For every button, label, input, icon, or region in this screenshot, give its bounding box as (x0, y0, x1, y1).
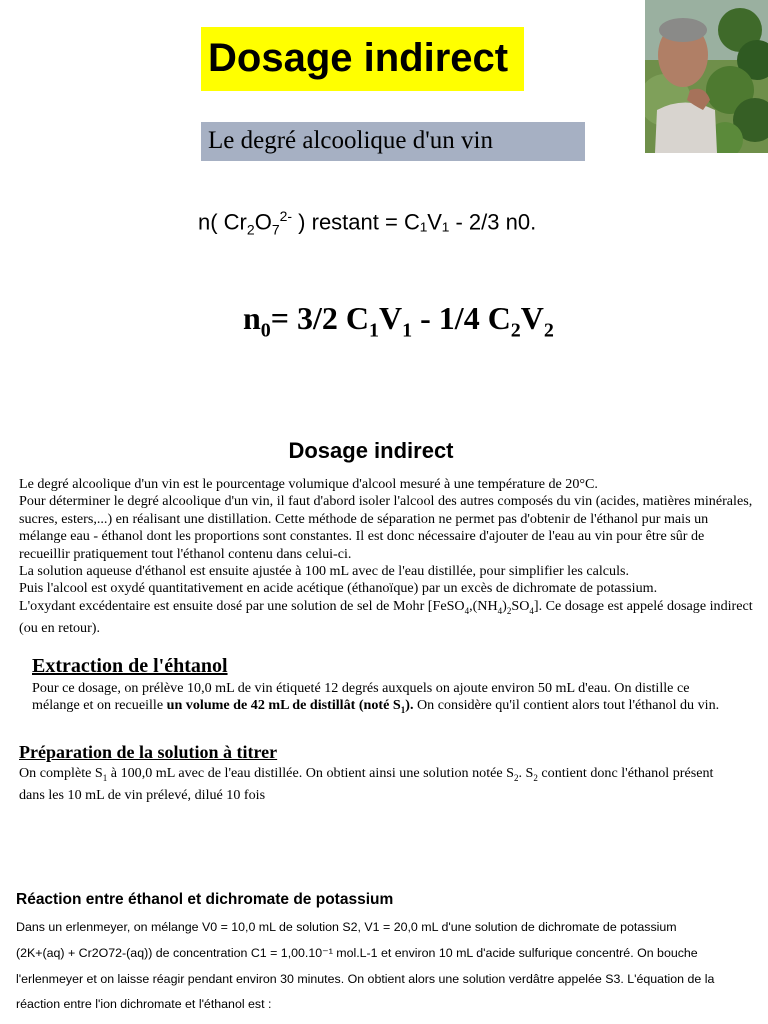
reaction-paragraph (16, 915, 768, 1018)
page-title: Dosage indirect (208, 36, 509, 80)
intro-line: L'oxydant excédentaire est ensuite dosé par une solution de sel de Mohr $[FeSO_4,(NH_4)_2SO_4]$. Ce dosage est appelé dosage indirect (ou en retour). (19, 597, 753, 637)
section-heading: Dosage indirect (288, 438, 454, 463)
intro-line: Puis l'alcool est oxydé quantitativement en acide acétique (éthanoïque) par un excès de dichromate de potassium. (19, 580, 658, 597)
reaction-line: l'erlenmeyer et on laisse réagir pendant environ 30 minutes. On obtient alors une solution verdâtre appelée S3. L'équation de la (16, 971, 715, 986)
intro-line: Pour déterminer le degré alcoolique d'un vin, il faut d'abord isoler l'alcool des autres composés du vin (acides, matières minérales, sucres, esters,...) en réalisant une distillation. Cette méthode de séparation ne permet pas d'obtenir de l'éthanol pur mais un mélange eau - éthanol dont les proportions sont constantes. Il est donc nécessaire d'ajouter de l'eau au vin pour être sûr de recueillir pratiquement tout l'éthanol contenu dans celui-ci. (19, 493, 753, 562)
intro-line: La solution aqueuse d'éthanol est ensuite ajustée à 100 mL avec de l'eau distillée, pour simplifier les calculs. (19, 563, 630, 580)
reaction-heading: Réaction entre éthanol et dichromate de potassium (16, 891, 394, 908)
preparation-heading: Préparation de la solution à titrer (19, 742, 278, 762)
intro-line: Le degré alcoolique d'un vin est le pourcentage volumique d'alcool mesuré à une température de 20°C. (19, 476, 598, 492)
formula-n0: $n_0= 3/2$ $C_1V_1 - 1/4$ $C_2V_2$ (243, 300, 554, 342)
reaction-line: Dans un erlenmeyer, on mélange V0 = 10,0 mL de solution S2, V1 = 20,0 mL d'une solution de dichromate de potassium (16, 920, 677, 934)
reaction-line: (2K+(aq) + Cr2O72-(aq)) de concentration C1 = 1,00.10⁻¹ mol.L-1 et environ 10 mL d'acide sulfurique concentré. On bouche (16, 945, 698, 960)
preparation-paragraph: On complète $S_1$ à 100,0 mL avec de l'eau distillée. On obtient ainsi une solution notée $S_2$. $S_2$ contient donc l'éthanol présent dans les 10 mL de vin prélevé, dilué 10 fois (19, 765, 714, 803)
reaction-line: réaction entre l'ion dichromate et l'éthanol est : (16, 997, 272, 1012)
extraction-paragraph: Pour ce dosage, on prélève 10,0 mL de vin étiqueté 12 degrés auxquels on ajoute environ 50 mL d'eau. On distille ce mélange et on recueille un volume de 42 mL de distillât (noté $S_1$). On considère qu'il contient alors tout l'éthanol du vin. (32, 680, 720, 715)
intro-paragraph (19, 476, 754, 637)
extraction-heading: Extraction de l'éhtanol (32, 655, 228, 677)
formula-dichromate-remaining: n( $Cr_2O_7^{2-}$ ) restant = C₁V₁ - 2/3 n0. (198, 208, 537, 238)
page-subtitle: Le degré alcoolique d'un vin (208, 127, 493, 154)
author-photo (645, 0, 768, 153)
